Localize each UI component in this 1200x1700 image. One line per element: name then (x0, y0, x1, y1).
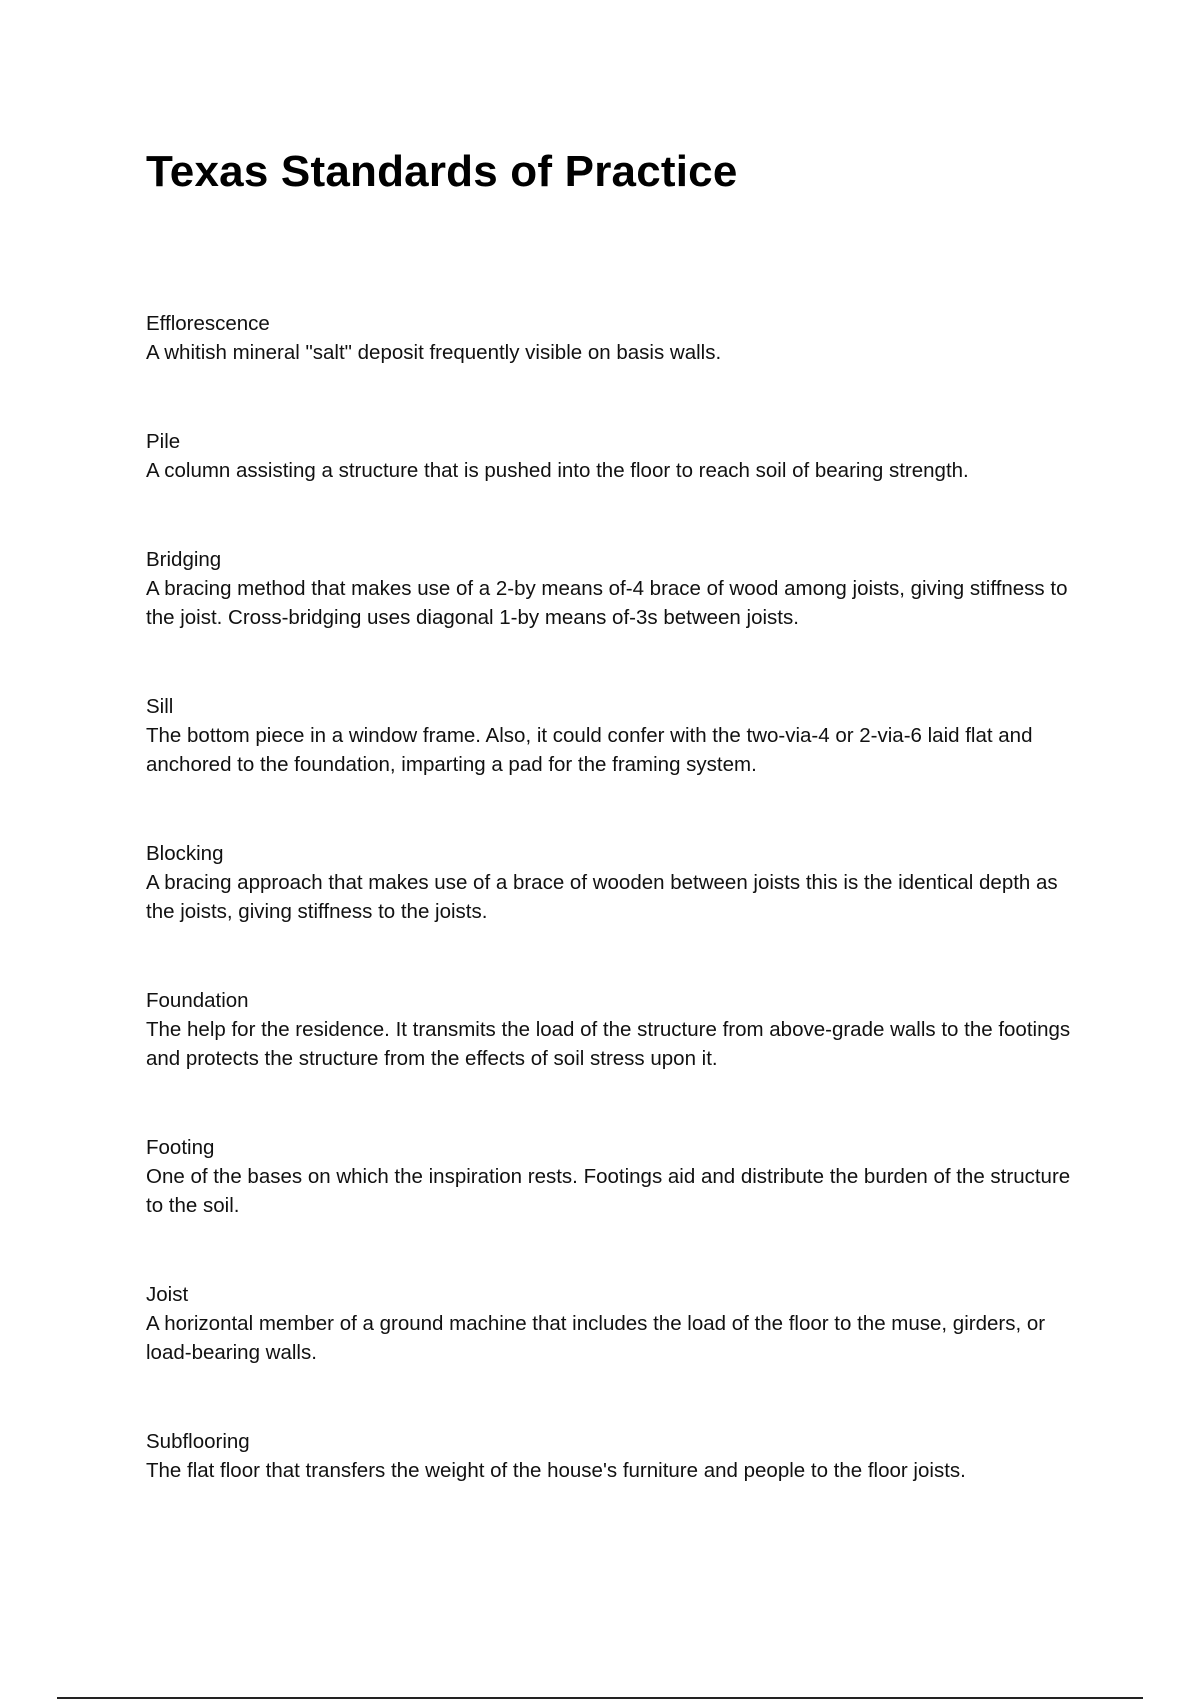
page-title: Texas Standards of Practice (146, 147, 738, 196)
glossary-entry-foundation (146, 986, 1076, 1073)
glossary-entry-efflorescence (146, 309, 1076, 367)
glossary-term: Blocking (146, 842, 224, 865)
glossary-definition: A bracing method that makes use of a 2-by means of-4 brace of wood among joists, giving stiffness to the joist. Cross-bridging uses diagonal 1-by means of-3s between joists. (146, 577, 1068, 629)
glossary-list (146, 309, 1076, 1485)
glossary-definition: The bottom piece in a window frame. Also, it could confer with the two-via-4 or 2-via-6 laid flat and anchored to the foundation, imparting a pad for the framing system. (146, 724, 1033, 776)
glossary-term: Joist (146, 1283, 189, 1306)
glossary-term: Pile (146, 430, 181, 453)
glossary-entry-pile (146, 427, 1076, 485)
glossary-entry-sill (146, 692, 1076, 779)
glossary-term: Sill (146, 695, 174, 718)
page-bottom-divider (57, 1697, 1143, 1699)
glossary-term: Footing (146, 1136, 215, 1159)
glossary-definition: A horizontal member of a ground machine that includes the load of the floor to the muse, girders, or load-bearing walls. (146, 1312, 1046, 1364)
glossary-definition: A bracing approach that makes use of a brace of wooden between joists this is the identical depth as the joists, giving stiffness to the joists. (146, 871, 1058, 923)
glossary-entry-joist (146, 1280, 1076, 1367)
glossary-definition: The help for the residence. It transmits the load of the structure from above-grade walls to the footings and protects the structure from the effects of soil stress upon it. (146, 1018, 1071, 1070)
glossary-term: Subflooring (146, 1430, 250, 1453)
glossary-definition: One of the bases on which the inspiration rests. Footings aid and distribute the burden of the structure to the soil. (146, 1165, 1071, 1217)
glossary-term: Bridging (146, 548, 222, 571)
glossary-entry-bridging (146, 545, 1076, 632)
glossary-entry-blocking (146, 839, 1076, 926)
glossary-term: Foundation (146, 989, 249, 1012)
glossary-definition: A whitish mineral "salt" deposit frequently visible on basis walls. (146, 341, 722, 364)
glossary-definition: A column assisting a structure that is pushed into the floor to reach soil of bearing strength. (146, 459, 969, 482)
glossary-entry-subflooring (146, 1427, 1076, 1485)
glossary-definition: The flat floor that transfers the weight of the house's furniture and people to the floor joists. (146, 1459, 966, 1482)
glossary-entry-footing (146, 1133, 1076, 1220)
glossary-term: Efflorescence (146, 312, 270, 335)
